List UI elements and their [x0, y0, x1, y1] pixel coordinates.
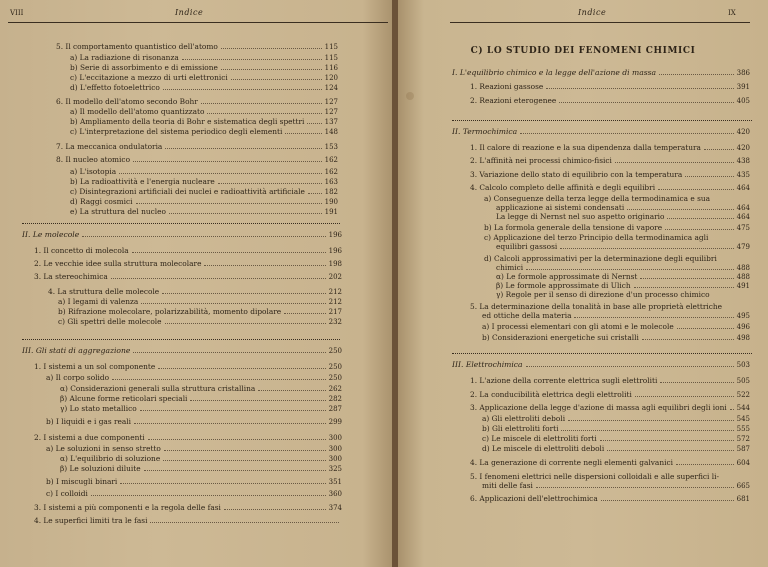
toc-entry: d) L'effetto fotoelettrico 124 [70, 83, 338, 92]
toc-entry: 2. La conducibilità elettrica degli elettroliti 522 [470, 390, 750, 399]
toc-entry: 6. Applicazioni dell'elettrochimica 681 [470, 494, 750, 503]
toc-section: II. Termochimica 420 [452, 127, 750, 136]
toc-entry: a) Il modello dell'atomo quantizzato 127 [70, 107, 338, 116]
toc-entry: a) I processi elementari con gli atomi e le molecole 496 [482, 322, 750, 331]
toc-entry: 3. Applicazione della legge d'azione di massa agli equilibri degli ioni 544 [470, 403, 750, 412]
toc-entry: a) Il corpo solido 250 [46, 373, 342, 382]
toc-entry: α) Le formole approssimate di Nernst 488 [496, 272, 750, 281]
toc-entry: c) Gli spettri delle molecole 232 [58, 317, 342, 326]
toc-entry: b) Ampliamento della teoria di Bohr e sistematica degli spettri 137 [70, 117, 338, 126]
toc-entry: 4. Le superfici limiti tra le fasi [34, 516, 342, 526]
toc-entry: a) I legami di valenza 212 [58, 297, 342, 306]
toc-entry: 7. La meccanica ondulatoria 153 [56, 142, 338, 151]
right-running-header: Indice [578, 8, 607, 17]
section-separator [22, 223, 340, 224]
toc-entry: d) Raggi cosmici 190 [70, 197, 338, 206]
toc-entry: c) Applicazione del terzo Principio della termodinamica agli [484, 233, 709, 242]
toc-entry: d) Calcoli approssimativi per la determinazione degli equilibri [484, 254, 717, 263]
toc-entry: c) I colloidi 360 [46, 489, 342, 498]
toc-entry: 5. La determinazione della tonalità in base alle proprietà elettriche [470, 302, 723, 311]
toc-entry: 4. La struttura delle molecole 212 [48, 287, 342, 296]
right-page [398, 0, 768, 567]
toc-entry: a) La radiazione di risonanza 115 [70, 53, 338, 62]
toc-entry: chimici 488 [496, 263, 750, 272]
toc-entry: a) Le soluzioni in senso stretto 300 [46, 444, 342, 453]
right-toc [398, 0, 768, 567]
toc-entry: 2. Le vecchie idee sulla struttura molecolare 198 [34, 259, 342, 268]
toc-entry: 6. Il modello dell'atomo secondo Bohr 127 [56, 97, 338, 106]
toc-entry: 4. Calcolo completo delle affinità e degli equilibri 464 [470, 183, 750, 192]
toc-entry: 1. Il calore di reazione e la sua dipendenza dalla temperatura 420 [470, 143, 750, 152]
toc-entry: γ) Lo stato metallico 287 [60, 404, 342, 413]
toc-entry: equilibri gassosi 479 [496, 242, 750, 251]
toc-entry: β) Le formole approssimate di Ulich 491 [496, 281, 750, 290]
toc-entry: applicazione ai sistemi condensati 464 [496, 203, 750, 212]
toc-entry: β) Alcune forme reticolari speciali 282 [60, 394, 342, 403]
toc-entry: b) Gli elettroliti forti 555 [482, 424, 750, 433]
toc-entry: d) Le miscele di elettroliti deboli 587 [482, 444, 750, 453]
toc-entry: 1. Il concetto di molecola 196 [34, 246, 342, 255]
paper-stain [406, 92, 414, 100]
toc-entry: miti delle fasi 665 [482, 481, 750, 490]
toc-entry: 2. I sistemi a due componenti 300 [34, 433, 342, 442]
toc-entry: c) L'interpretazione del sistema periodico degli elementi 148 [70, 127, 338, 136]
section-separator [452, 353, 752, 354]
toc-entry: a) Conseguenze della terza legge della termodinamica e sua [484, 194, 711, 203]
toc-entry: 2. Reazioni eterogenee 405 [470, 96, 750, 105]
toc-entry: e) La struttura del nucleo 191 [70, 207, 338, 216]
toc-entry: 3. I sistemi a più componenti e la regola delle fasi 374 [34, 503, 342, 512]
right-page-number: IX [728, 9, 736, 17]
toc-entry: 4. La generazione di corrente negli elementi galvanici 604 [470, 458, 750, 467]
toc-entry: b) La formola generale della tensione di vapore 475 [484, 223, 750, 232]
toc-entry: 8. Il nucleo atomico 162 [56, 155, 338, 164]
toc-entry: α) Considerazioni generali sulla struttura cristallina 262 [60, 384, 342, 393]
section-separator [452, 120, 752, 121]
toc-entry: b) Serie di assorbimento e di emissione 116 [70, 63, 338, 72]
toc-entry: 5. Il comportamento quantistico dell'atomo 115 [56, 42, 338, 51]
toc-entry: b) Considerazioni energetiche sui cristalli 498 [482, 333, 750, 342]
toc-entry: b) La radioattività e l'energia nucleare 163 [70, 177, 338, 186]
toc-entry: β) Le soluzioni diluite 325 [60, 464, 342, 473]
toc-entry: 2. L'affinità nei processi chimico-fisici 438 [470, 156, 750, 165]
section-separator [22, 339, 340, 340]
toc-entry: b) I miscugli binari 351 [46, 477, 342, 486]
toc-entry: b) I liquidi e i gas reali 299 [46, 417, 342, 426]
toc-entry: a) Gli elettroliti deboli 545 [482, 414, 750, 423]
toc-entry: 1. I sistemi a un sol componente 250 [34, 362, 342, 371]
toc-entry: 3. Variazione dello stato di equilibrio con la temperatura 435 [470, 170, 750, 179]
toc-section: III. Gli stati di aggregazione 250 [22, 346, 342, 355]
left-running-header: Indice [175, 8, 204, 17]
toc-section: III. Elettrochimica 503 [452, 360, 750, 369]
chapter-title: C) LO STUDIO DEI FENOMENI CHIMICI [470, 46, 696, 56]
toc-entry: c) L'eccitazione a mezzo di urti elettronici 120 [70, 73, 338, 82]
toc-section: I. L'equilibrio chimico e la legge dell'azione di massa 386 [452, 68, 750, 77]
toc-entry: ed ottiche della materia 495 [482, 311, 750, 320]
toc-entry: b) Rifrazione molecolare, polarizzabilità, momento dipolare 217 [58, 307, 342, 316]
toc-entry: 1. Reazioni gassose 391 [470, 82, 750, 91]
toc-entry: La legge di Nernst nel suo aspetto originario 464 [496, 212, 750, 221]
toc-entry: c) Disintegrazioni artificiali dei nuclei e radioattività artificiale 182 [70, 187, 338, 196]
toc-entry: c) Le miscele di elettroliti forti 572 [482, 434, 750, 443]
toc-entry: α) L'equilibrio di soluzione 300 [60, 454, 342, 463]
toc-entry: 3. La stereochimica 202 [34, 272, 342, 281]
toc-entry: 1. L'azione della corrente elettrica sugli elettroliti 505 [470, 376, 750, 385]
toc-entry: a) L'isotopia 162 [70, 167, 338, 176]
toc-entry: γ) Regole per il senso di direzione d'un processo chimico [496, 290, 710, 299]
left-page-number: VIII [10, 9, 24, 17]
toc-entry: 5. I fenomeni elettrici nelle dispersioni colloidali e alle superfici li- [470, 472, 719, 481]
toc-section: II. Le molecole 196 [22, 230, 342, 239]
